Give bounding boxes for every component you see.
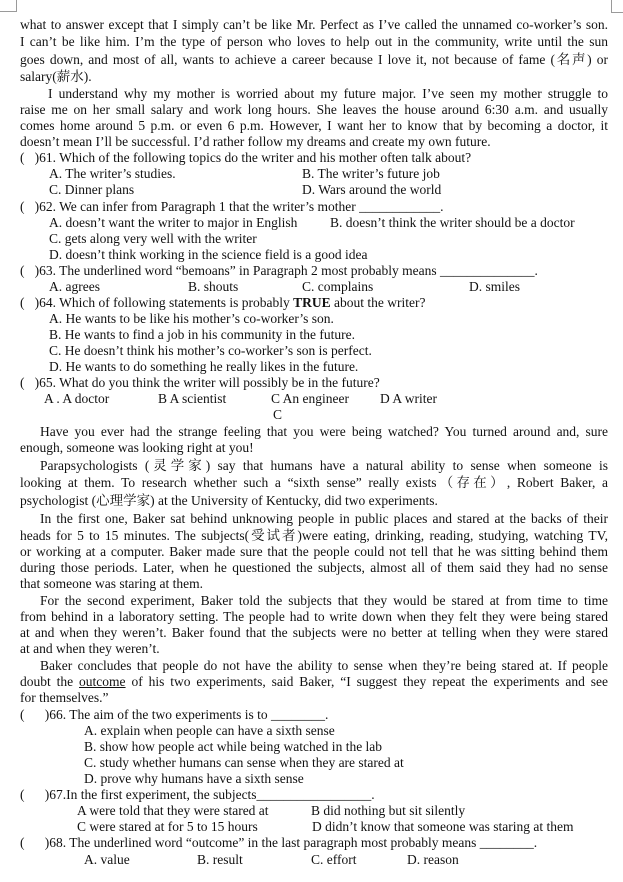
question-65-option-d: D A writer [380, 391, 437, 406]
question-66-option-d: D. prove why humans have a sixth sense [84, 771, 304, 786]
question-64-emphasis: TRUE [293, 295, 331, 310]
question-68-option-c: C. effort [311, 852, 357, 867]
passage-line: raise me on her small salary and work long hours. She leaves the house around 6:30 a.m. and usually [20, 102, 608, 117]
passage-line: at and when they weren’t. Baker found that the subjects were no better at telling when they were stared [20, 625, 608, 640]
question-64-option-a: A. He wants to be like his mother’s co-worker’s son. [49, 311, 334, 326]
passage-line: for themselves.” [20, 690, 109, 705]
passage-line: Have you ever had the strange feeling that you were being watched? You turned around and, sure [40, 424, 608, 439]
passage-line: For the second experiment, Baker told the subjects that they would be stared at from time to time [40, 593, 608, 608]
passage-line: that someone was staring at them. [20, 576, 203, 591]
question-61-option-c: C. Dinner plans [49, 182, 135, 197]
passage-line: comes home around 5 p.m. or even 6 p.m. However, I want her to know that by becoming a doctor, it [20, 118, 608, 133]
passage-line: doesn’t mean I’ll be successful. I’d rather follow my dreams and create my own future. [20, 134, 491, 149]
passage-line [20, 674, 608, 690]
question-64-stem [20, 295, 425, 311]
question-68-option-a: A. value [84, 852, 130, 867]
question-64-stem-text: ( )64. Which of following statements is probably [20, 295, 294, 310]
question-68-option-d: D. reason [407, 852, 459, 867]
passage-text: doubt the [20, 674, 80, 689]
question-64-option-b: B. He wants to find a job in his community in the future. [49, 327, 355, 342]
passage-text: of his two experiments, said Baker, “I suggest they repeat the experiments and see [125, 674, 608, 689]
question-64-option-d: D. He wants to do something he really likes in the future. [49, 359, 359, 374]
question-68-stem: ( )68. The underlined word “outcome” in the last paragraph most probably means ________. [20, 835, 538, 850]
passage-line: at and when they weren’t. [20, 641, 160, 656]
passage-line: what to answer except that I simply can’t be like Mr. Perfect as I’ve called the unnamed co-worker’s son. [20, 17, 608, 32]
question-61-stem: ( )61. Which of the following topics do the writer and his mother often talk about? [20, 150, 472, 165]
passage-line: salary(薪水). [20, 69, 92, 84]
question-63-option-b: B. shouts [188, 279, 239, 294]
question-63-option-c: C. complains [302, 279, 374, 294]
question-63-option-d: D. smiles [469, 279, 521, 294]
corner-mark-top-left-horizontal [0, 11, 17, 12]
question-66-option-b: B. show how people act while being watched in the lab [84, 739, 383, 754]
passage-line: In the first one, Baker sat behind unknowing people in public places and stared at the backs of their [40, 511, 608, 526]
question-65-option-b: B A scientist [158, 391, 227, 406]
question-62-option-a: A. doesn’t want the writer to major in English [49, 215, 298, 230]
question-66-option-c: C. study whether humans can sense when they are stared at [84, 755, 404, 770]
corner-mark-top-right-horizontal [611, 12, 623, 13]
passage-line: or working at a computer. Baker made sure that the people could not tell that he was sitting behind them [20, 544, 608, 559]
question-67-option-a: A were told that they were stared at [77, 803, 269, 818]
question-64-option-c: C. He doesn’t think his mother’s co-worker’s son is perfect. [49, 343, 372, 358]
passage-line: Parapsychologists (灵学家) say that humans have a natural ability to sense when someone is [40, 458, 608, 473]
underlined-word: outcome [79, 674, 126, 689]
corner-mark-top-left-vertical [16, 0, 17, 11]
corner-mark-top-right-vertical [611, 0, 612, 12]
question-63-option-a: A. agrees [49, 279, 100, 294]
passage-line: from behind in a laboratory setting. The people had to write down when they felt they were being stared [20, 609, 608, 624]
question-61-option-b: B. The writer’s future job [302, 166, 440, 181]
question-62-option-c: C. gets along very well with the writer [49, 231, 257, 246]
passage-line: goes down, and most of all, wants to achieve a career because I love it, not because of fame (名声) or [20, 52, 608, 67]
question-65-stem: ( )65. What do you think the writer will possibly be in the future? [20, 375, 380, 390]
question-65-option-a: A . A doctor [44, 391, 110, 406]
section-c-heading: C [273, 407, 283, 422]
question-62-option-b: B. doesn’t think the writer should be a doctor [330, 215, 575, 230]
question-66-stem: ( )66. The aim of the two experiments is to ________. [20, 707, 329, 722]
question-65-option-c: C An engineer [271, 391, 349, 406]
question-67-option-d: D didn’t know that someone was staring at them [312, 819, 574, 834]
question-61-option-d: D. Wars around the world [302, 182, 442, 197]
question-68-option-b: B. result [197, 852, 243, 867]
question-62-option-d: D. doesn’t think working in the science field is a good idea [49, 247, 368, 262]
question-61-option-a: A. The writer’s studies. [49, 166, 176, 181]
passage-line: looking at them. To research whether such a “sixth sense” really exists（存在）, Robert Baker, a [20, 475, 608, 490]
passage-line: I can’t be like him. I’m the type of person who loves to help out in the community, write until the sun [20, 34, 608, 49]
passage-line: during those periods. Later, when he questioned the subjects, almost all of them said they had no sense [20, 560, 608, 575]
passage-line: I understand why my mother is worried about my future major. I’ve seen my mother struggle to [48, 86, 608, 101]
passage-line: Baker concludes that people do not have the ability to sense when they’re being stared at. If people [40, 658, 608, 673]
question-62-stem: ( )62. We can infer from Paragraph 1 that the writer’s mother ____________. [20, 199, 444, 214]
question-67-stem: ( )67.In the first experiment, the subjects_________________. [20, 787, 375, 802]
question-67-option-b: B did nothing but sit silently [311, 803, 466, 818]
passage-line: psychologist (心理学家) at the University of Kentucky, did two experiments. [20, 493, 438, 508]
question-66-option-a: A. explain when people can have a sixth sense [84, 723, 335, 738]
question-63-stem: ( )63. The underlined word “bemoans” in Paragraph 2 most probably means ______________. [20, 263, 538, 278]
passage-line: heads for 5 to 15 minutes. The subjects(受试者)were eating, drinking, reading, studying, watching TV, [20, 528, 608, 543]
question-67-option-c: C were stared at for 5 to 15 hours [77, 819, 258, 834]
question-64-stem-text: about the writer? [330, 295, 426, 310]
passage-line: enough, someone was looking right at you! [20, 440, 254, 455]
